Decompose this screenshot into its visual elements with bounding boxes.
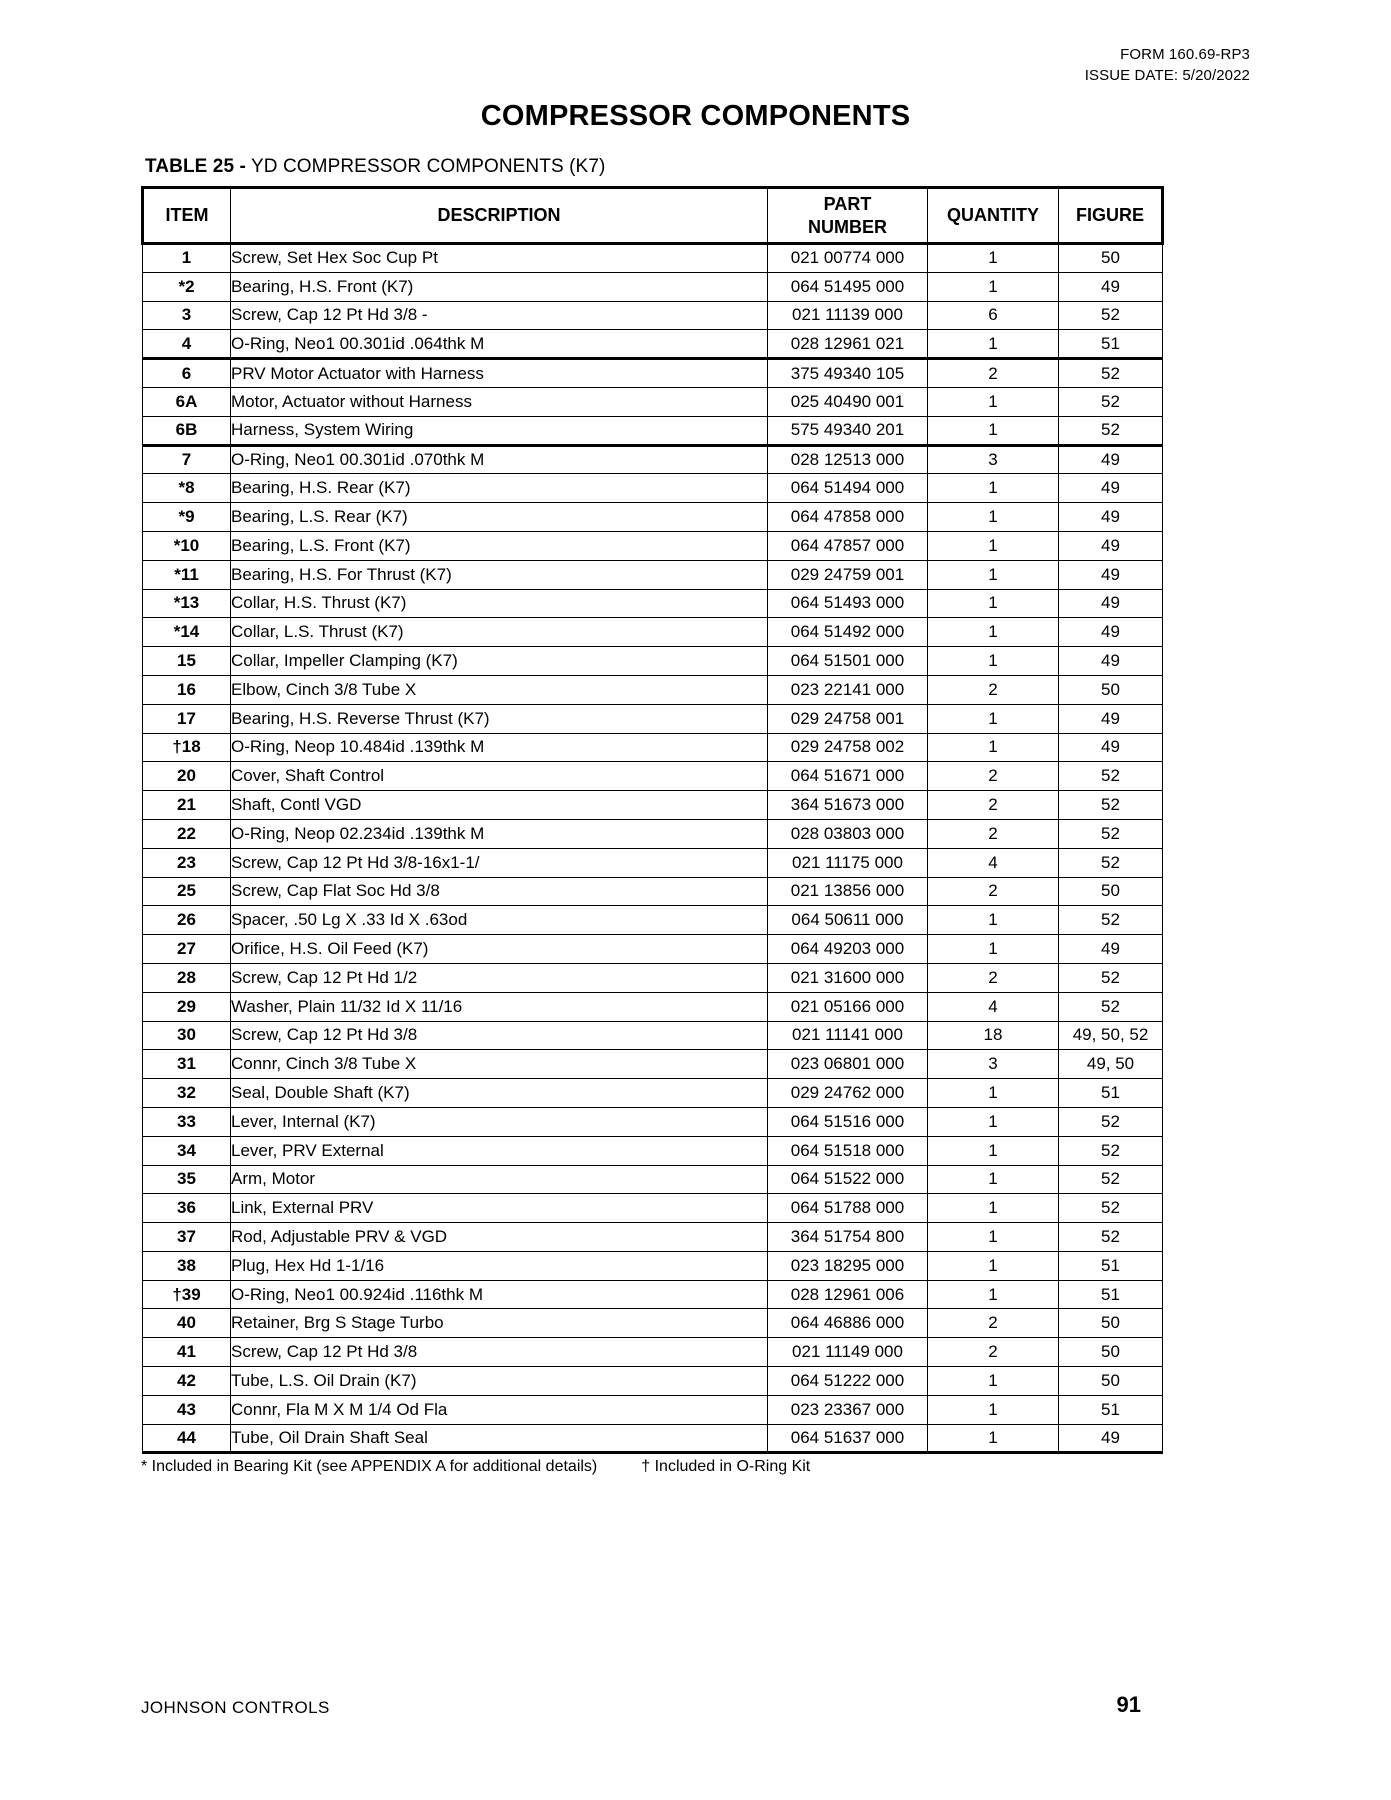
table-cell-description: Collar, L.S. Thrust (K7) [231,618,768,647]
column-header-part-number [768,188,928,244]
table-cell-item: 7 [143,445,231,474]
part-number-line-1: PART [823,193,872,214]
table-cell-item: *11 [143,560,231,589]
table-cell-part-number: 021 13856 000 [768,877,928,906]
table-cell-quantity: 1 [928,474,1059,503]
table-cell-description: Bearing, H.S. Reverse Thrust (K7) [231,704,768,733]
column-header-item: ITEM [143,188,231,244]
table-cell-description: Screw, Cap 12 Pt Hd 3/8 - [231,301,768,330]
table-cell-description: Collar, H.S. Thrust (K7) [231,589,768,618]
table-cell-part-number: 021 00774 000 [768,244,928,273]
table-cell-quantity: 1 [928,387,1059,416]
table-cell-quantity: 1 [928,560,1059,589]
table-cell-figure: 52 [1059,359,1163,388]
table-cell-description: Screw, Cap 12 Pt Hd 3/8 [231,1338,768,1367]
table-row [143,1021,1163,1050]
table-cell-figure: 51 [1059,1251,1163,1280]
table-cell-item: 37 [143,1223,231,1252]
table-row [143,704,1163,733]
table-cell-part-number: 021 05166 000 [768,992,928,1021]
table-cell-item: 6 [143,359,231,388]
table-cell-item: *14 [143,618,231,647]
table-row [143,1165,1163,1194]
table-cell-item: 27 [143,935,231,964]
table-row [143,733,1163,762]
table-cell-quantity: 1 [928,1194,1059,1223]
table-cell-figure: 52 [1059,416,1163,445]
table-cell-description: Bearing, L.S. Front (K7) [231,531,768,560]
table-row [143,762,1163,791]
table-row [143,1251,1163,1280]
table-cell-quantity: 3 [928,445,1059,474]
table-cell-description: Connr, Fla M X M 1/4 Od Fla [231,1395,768,1424]
table-cell-part-number: 021 11141 000 [768,1021,928,1050]
table-cell-item: 42 [143,1367,231,1396]
table-cell-quantity: 2 [928,1338,1059,1367]
table-cell-description: Bearing, H.S. Rear (K7) [231,474,768,503]
table-cell-figure: 51 [1059,330,1163,359]
table-cell-item: *10 [143,531,231,560]
table-cell-description: Bearing, H.S. Front (K7) [231,272,768,301]
table-row [143,1107,1163,1136]
table-cell-figure: 49 [1059,733,1163,762]
table-cell-description: Orifice, H.S. Oil Feed (K7) [231,935,768,964]
table-cell-quantity: 1 [928,330,1059,359]
table-cell-quantity: 1 [928,272,1059,301]
table-cell-figure: 52 [1059,387,1163,416]
table-cell-part-number: 021 31600 000 [768,963,928,992]
table-cell-figure: 50 [1059,675,1163,704]
table-cell-figure: 49 [1059,474,1163,503]
table-cell-quantity: 1 [928,1223,1059,1252]
table-cell-figure: 52 [1059,1194,1163,1223]
table-cell-description: Bearing, L.S. Rear (K7) [231,503,768,532]
table-cell-item: 21 [143,791,231,820]
table-cell-description: Tube, Oil Drain Shaft Seal [231,1424,768,1453]
table-cell-quantity: 2 [928,675,1059,704]
table-cell-item: 17 [143,704,231,733]
table-cell-figure: 50 [1059,1338,1163,1367]
table-row [143,618,1163,647]
table-cell-quantity: 1 [928,733,1059,762]
table-cell-part-number: 064 47858 000 [768,503,928,532]
table-cell-figure: 52 [1059,1223,1163,1252]
table-cell-quantity: 2 [928,791,1059,820]
table-cell-description: Plug, Hex Hd 1-1/16 [231,1251,768,1280]
table-row [143,330,1163,359]
table-row [143,1367,1163,1396]
table-cell-description: Arm, Motor [231,1165,768,1194]
table-row [143,301,1163,330]
table-cell-figure: 49 [1059,560,1163,589]
table-cell-description: O-Ring, Neop 02.234id .139thk M [231,819,768,848]
table-cell-part-number: 064 51494 000 [768,474,928,503]
table-cell-part-number: 064 47857 000 [768,531,928,560]
table-cell-quantity: 1 [928,416,1059,445]
table-cell-description: Screw, Cap 12 Pt Hd 3/8-16x1-1/ [231,848,768,877]
table-header-row [143,188,1163,244]
table-cell-description: O-Ring, Neo1 00.301id .070thk M [231,445,768,474]
table-row [143,474,1163,503]
table-cell-item: 16 [143,675,231,704]
table-cell-item: 35 [143,1165,231,1194]
table-cell-description: Washer, Plain 11/32 Id X 11/16 [231,992,768,1021]
table-row [143,963,1163,992]
table-row [143,387,1163,416]
table-row [143,244,1163,273]
table-cell-figure: 49 [1059,618,1163,647]
table-cell-item: †39 [143,1280,231,1309]
table-cell-item: 40 [143,1309,231,1338]
table-cell-part-number: 064 51518 000 [768,1136,928,1165]
table-cell-quantity: 1 [928,1424,1059,1453]
table-cell-description: Link, External PRV [231,1194,768,1223]
part-number-line-2: NUMBER [808,216,887,237]
parts-table-container [141,186,1149,1454]
footnotes [141,1458,1191,1476]
table-cell-figure: 52 [1059,963,1163,992]
table-cell-part-number: 064 51492 000 [768,618,928,647]
table-cell-description: Harness, System Wiring [231,416,768,445]
table-row [143,272,1163,301]
table-cell-quantity: 1 [928,1280,1059,1309]
table-row [143,848,1163,877]
table-cell-item: 29 [143,992,231,1021]
table-cell-quantity: 1 [928,1136,1059,1165]
table-cell-figure: 52 [1059,848,1163,877]
table-cell-description: PRV Motor Actuator with Harness [231,359,768,388]
footer-brand: JOHNSON CONTROLS [141,1698,330,1717]
column-header-description: DESCRIPTION [231,188,768,244]
table-row [143,1338,1163,1367]
table-cell-part-number: 029 24758 001 [768,704,928,733]
table-header [143,188,1163,244]
table-cell-part-number: 064 51516 000 [768,1107,928,1136]
table-row [143,503,1163,532]
table-cell-quantity: 2 [928,359,1059,388]
table-cell-item: 33 [143,1107,231,1136]
table-cell-item: *2 [143,272,231,301]
table-cell-description: Lever, Internal (K7) [231,1107,768,1136]
table-cell-description: Collar, Impeller Clamping (K7) [231,647,768,676]
table-cell-item: 3 [143,301,231,330]
table-cell-figure: 52 [1059,301,1163,330]
table-cell-quantity: 1 [928,704,1059,733]
document-header [1085,44,1250,86]
table-cell-figure: 49 [1059,704,1163,733]
table-cell-quantity: 1 [928,1395,1059,1424]
table-cell-part-number: 575 49340 201 [768,416,928,445]
table-cell-description: Shaft, Contl VGD [231,791,768,820]
table-row [143,359,1163,388]
table-cell-part-number: 364 51754 800 [768,1223,928,1252]
page-footer [141,1692,1141,1718]
table-cell-figure: 52 [1059,1165,1163,1194]
table-cell-figure: 49 [1059,531,1163,560]
table-cell-part-number: 028 12961 006 [768,1280,928,1309]
table-cell-description: Screw, Set Hex Soc Cup Pt [231,244,768,273]
table-cell-description: Elbow, Cinch 3/8 Tube X [231,675,768,704]
table-cell-figure: 49 [1059,445,1163,474]
table-cell-description: O-Ring, Neo1 00.924id .116thk M [231,1280,768,1309]
table-cell-description: Connr, Cinch 3/8 Tube X [231,1050,768,1079]
table-cell-description: Screw, Cap 12 Pt Hd 3/8 [231,1021,768,1050]
table-cell-figure: 51 [1059,1395,1163,1424]
table-cell-item: 41 [143,1338,231,1367]
table-cell-figure: 50 [1059,1309,1163,1338]
table-cell-item: 43 [143,1395,231,1424]
table-cell-figure: 52 [1059,791,1163,820]
table-cell-item: 15 [143,647,231,676]
table-cell-item: 26 [143,906,231,935]
table-row [143,560,1163,589]
table-row [143,445,1163,474]
table-cell-quantity: 1 [928,244,1059,273]
table-cell-quantity: 1 [928,935,1059,964]
table-cell-item: 6B [143,416,231,445]
table-cell-figure: 50 [1059,877,1163,906]
table-cell-part-number: 375 49340 105 [768,359,928,388]
table-cell-quantity: 4 [928,848,1059,877]
table-row [143,1079,1163,1108]
form-number: FORM 160.69-RP3 [1120,46,1250,63]
table-cell-quantity: 1 [928,589,1059,618]
table-cell-part-number: 064 46886 000 [768,1309,928,1338]
table-cell-quantity: 2 [928,877,1059,906]
table-cell-item: *9 [143,503,231,532]
table-cell-part-number: 029 24759 001 [768,560,928,589]
table-cell-item: *8 [143,474,231,503]
table-cell-description: Bearing, H.S. For Thrust (K7) [231,560,768,589]
table-cell-part-number: 023 18295 000 [768,1251,928,1280]
table-cell-figure: 52 [1059,906,1163,935]
table-cell-item: *13 [143,589,231,618]
table-cell-part-number: 064 51637 000 [768,1424,928,1453]
table-cell-figure: 49 [1059,935,1163,964]
table-cell-item: 28 [143,963,231,992]
table-cell-figure: 51 [1059,1280,1163,1309]
table-row [143,531,1163,560]
table-row [143,1280,1163,1309]
table-cell-quantity: 1 [928,647,1059,676]
table-cell-figure: 49 [1059,1424,1163,1453]
table-row [143,1309,1163,1338]
table-cell-quantity: 1 [928,1251,1059,1280]
table-cell-quantity: 4 [928,992,1059,1021]
table-cell-quantity: 2 [928,1309,1059,1338]
table-cell-description: Retainer, Brg S Stage Turbo [231,1309,768,1338]
table-row [143,1395,1163,1424]
table-cell-quantity: 1 [928,1367,1059,1396]
table-row [143,1194,1163,1223]
table-cell-item: 6A [143,387,231,416]
table-caption [145,156,605,178]
table-cell-item: 30 [143,1021,231,1050]
table-cell-part-number: 064 51522 000 [768,1165,928,1194]
table-cell-description: Motor, Actuator without Harness [231,387,768,416]
table-cell-description: O-Ring, Neop 10.484id .139thk M [231,733,768,762]
table-row [143,647,1163,676]
table-cell-item: 22 [143,819,231,848]
table-cell-quantity: 1 [928,1079,1059,1108]
parts-table [141,186,1164,1454]
footnote-bearing-kit: * Included in Bearing Kit (see APPENDIX A for additional details) [141,1458,598,1475]
column-header-figure: FIGURE [1059,188,1163,244]
table-row [143,906,1163,935]
table-cell-part-number: 023 22141 000 [768,675,928,704]
table-row [143,1050,1163,1079]
table-cell-part-number: 029 24762 000 [768,1079,928,1108]
table-cell-figure: 50 [1059,1367,1163,1396]
table-caption-label: TABLE 25 - [145,156,246,177]
table-cell-part-number: 064 51493 000 [768,589,928,618]
table-cell-quantity: 1 [928,1107,1059,1136]
table-cell-item: 1 [143,244,231,273]
table-cell-part-number: 064 51501 000 [768,647,928,676]
table-cell-description: Lever, PRV External [231,1136,768,1165]
table-body [143,244,1163,1453]
table-cell-description: Screw, Cap Flat Soc Hd 3/8 [231,877,768,906]
table-cell-item: 32 [143,1079,231,1108]
table-cell-part-number: 021 11149 000 [768,1338,928,1367]
table-cell-part-number: 028 03803 000 [768,819,928,848]
table-cell-figure: 52 [1059,992,1163,1021]
table-cell-figure: 52 [1059,819,1163,848]
table-cell-item: 34 [143,1136,231,1165]
table-cell-description: O-Ring, Neo1 00.301id .064thk M [231,330,768,359]
table-cell-description: Cover, Shaft Control [231,762,768,791]
table-cell-figure: 49, 50 [1059,1050,1163,1079]
table-cell-description: Rod, Adjustable PRV & VGD [231,1223,768,1252]
table-cell-quantity: 1 [928,503,1059,532]
table-cell-item: 38 [143,1251,231,1280]
table-cell-item: 23 [143,848,231,877]
table-cell-part-number: 064 51788 000 [768,1194,928,1223]
table-row [143,589,1163,618]
table-cell-description: Seal, Double Shaft (K7) [231,1079,768,1108]
table-cell-part-number: 029 24758 002 [768,733,928,762]
table-cell-part-number: 028 12513 000 [768,445,928,474]
table-row [143,1136,1163,1165]
table-cell-quantity: 2 [928,963,1059,992]
footer-page-number: 91 [1116,1692,1141,1717]
table-cell-figure: 50 [1059,244,1163,273]
table-cell-figure: 49 [1059,503,1163,532]
table-cell-part-number: 064 50611 000 [768,906,928,935]
table-row [143,791,1163,820]
table-cell-figure: 52 [1059,1136,1163,1165]
table-cell-part-number: 021 11175 000 [768,848,928,877]
table-cell-figure: 51 [1059,1079,1163,1108]
table-cell-figure: 52 [1059,762,1163,791]
table-cell-part-number: 064 51671 000 [768,762,928,791]
page-title: COMPRESSOR COMPONENTS [480,100,911,132]
table-cell-description: Spacer, .50 Lg X .33 Id X .63od [231,906,768,935]
table-cell-quantity: 1 [928,1165,1059,1194]
table-cell-part-number: 021 11139 000 [768,301,928,330]
table-cell-quantity: 1 [928,618,1059,647]
table-cell-figure: 52 [1059,1107,1163,1136]
table-cell-part-number: 064 51222 000 [768,1367,928,1396]
table-cell-quantity: 1 [928,531,1059,560]
table-cell-figure: 49 [1059,589,1163,618]
table-cell-part-number: 028 12961 021 [768,330,928,359]
table-row [143,416,1163,445]
footnote-oring-kit: † Included in O-Ring Kit [641,1458,811,1475]
table-cell-quantity: 3 [928,1050,1059,1079]
table-caption-text: YD COMPRESSOR COMPONENTS (K7) [245,156,606,177]
table-cell-part-number: 364 51673 000 [768,791,928,820]
column-header-quantity: QUANTITY [928,188,1059,244]
table-cell-description: Screw, Cap 12 Pt Hd 1/2 [231,963,768,992]
table-cell-part-number: 023 23367 000 [768,1395,928,1424]
table-cell-item: 20 [143,762,231,791]
table-row [143,819,1163,848]
table-cell-item: 36 [143,1194,231,1223]
table-row [143,935,1163,964]
table-row [143,1223,1163,1252]
table-row [143,675,1163,704]
table-cell-quantity: 2 [928,762,1059,791]
table-cell-description: Tube, L.S. Oil Drain (K7) [231,1367,768,1396]
table-cell-quantity: 18 [928,1021,1059,1050]
issue-date: ISSUE DATE: 5/20/2022 [1084,67,1250,84]
table-row [143,877,1163,906]
table-cell-item: 4 [143,330,231,359]
table-cell-item: 31 [143,1050,231,1079]
table-cell-part-number: 064 49203 000 [768,935,928,964]
table-row [143,992,1163,1021]
table-cell-figure: 49 [1059,647,1163,676]
table-cell-item: 44 [143,1424,231,1453]
table-cell-part-number: 064 51495 000 [768,272,928,301]
table-cell-item: 25 [143,877,231,906]
table-row [143,1424,1163,1453]
table-cell-part-number: 025 40490 001 [768,387,928,416]
table-cell-part-number: 023 06801 000 [768,1050,928,1079]
table-cell-quantity: 6 [928,301,1059,330]
table-cell-figure: 49 [1059,272,1163,301]
table-cell-figure: 49, 50, 52 [1059,1021,1163,1050]
table-cell-quantity: 2 [928,819,1059,848]
table-cell-quantity: 1 [928,906,1059,935]
table-cell-item: †18 [143,733,231,762]
